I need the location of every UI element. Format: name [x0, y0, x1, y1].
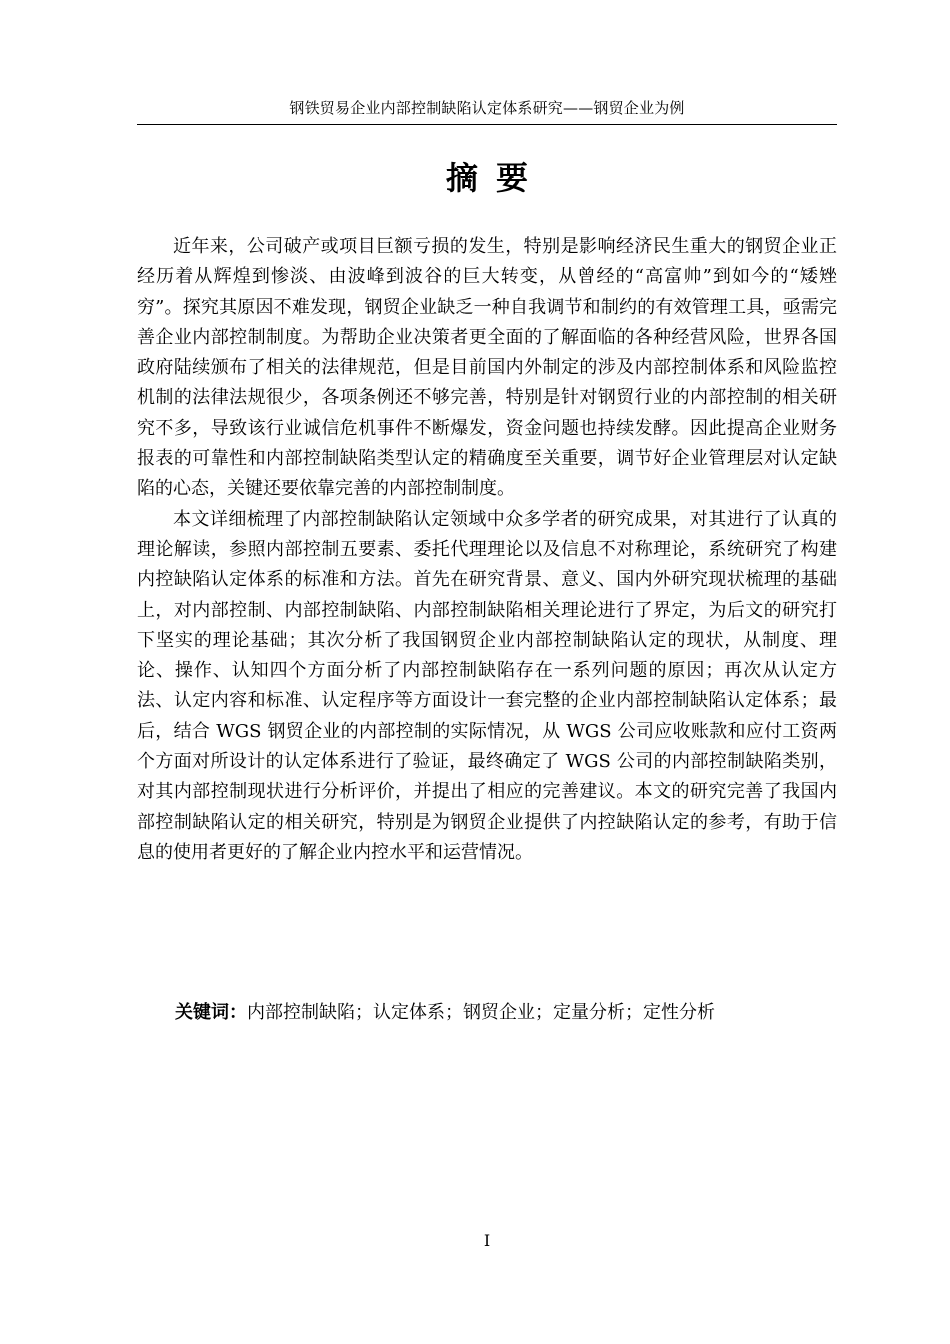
- abstract-paragraph-1: 近年来，公司破产或项目巨额亏损的发生，特别是影响经济民生重大的钢贸企业正经历着从辉煌到惨淡、由波峰到波谷的巨大转变，从曾经的“高富帅”到如今的“矮矬穷”。探究其原因不难发现，钢贸企业缺乏一种自我调节和制约的有效管理工具，亟需完善企业内部控制制度。为帮助企业决策者更全面的了解面临的各种经营风险，世界各国政府陆续颁布了相关的法律规范，但是目前国内外制定的涉及内部控制体系和风险监控机制的法律法规很少，各项条例还不够完善，特别是针对钢贸行业的内部控制的相关研究不多，导致该行业诚信危机事件不断爆发，资金问题也持续发酵。因此提高企业财务报表的可靠性和内部控制缺陷类型认定的精确度至关重要，调节好企业管理层对认定缺陷的心态，关键还要依靠完善的内部控制制度。: [137, 236, 837, 500]
- abstract-title: 摘要: [445, 159, 546, 197]
- abstract-paragraph-2: 本文详细梳理了内部控制缺陷认定领域中众多学者的研究成果，对其进行了认真的理论解读，参照内部控制五要素、委托代理理论以及信息不对称理论，系统研究了构建内控缺陷认定体系的标准和方法。首先在研究背景、意义、国内外研究现状梳理的基础上，对内部控制、内部控制缺陷、内部控制缺陷相关理论进行了界定，为后文的研究打下坚实的理论基础；其次分析了我国钢贸企业内部控制缺陷认定的现状，从制度、理论、操作、认知四个方面分析了内部控制缺陷存在一系列问题的原因；再次从认定方法、认定内容和标准、认定程序等方面设计一套完整的企业内部控制缺陷认定体系；最后，结合 WGS 钢贸企业的内部控制的实际情况，从 WGS 公司应收账款和应付工资两个方面对所设计的认定体系进行了验证，最终确定了 WGS 公司的内部控制缺陷类别，对其内部控制现状进行分析评价，并提出了相应的完善建议。本文的研究完善了我国内部控制缺陷认定的相关研究，特别是为钢贸企业提供了内控缺陷认定的参考，有助于信息的使用者更好的了解企业内控水平和运营情况。: [137, 508, 837, 863]
- running-header: 钢铁贸易企业内部控制缺陷认定体系研究——钢贸企业为例: [289, 99, 685, 117]
- header-divider: [137, 124, 837, 125]
- abstract-body: [137, 232, 837, 868]
- page-number: I: [483, 1231, 491, 1250]
- keywords-text: 内部控制缺陷；认定体系；钢贸企业；定量分析；定性分析: [247, 1002, 715, 1023]
- keywords-label: 关键词：: [175, 1002, 247, 1023]
- keywords-line: [175, 998, 835, 1028]
